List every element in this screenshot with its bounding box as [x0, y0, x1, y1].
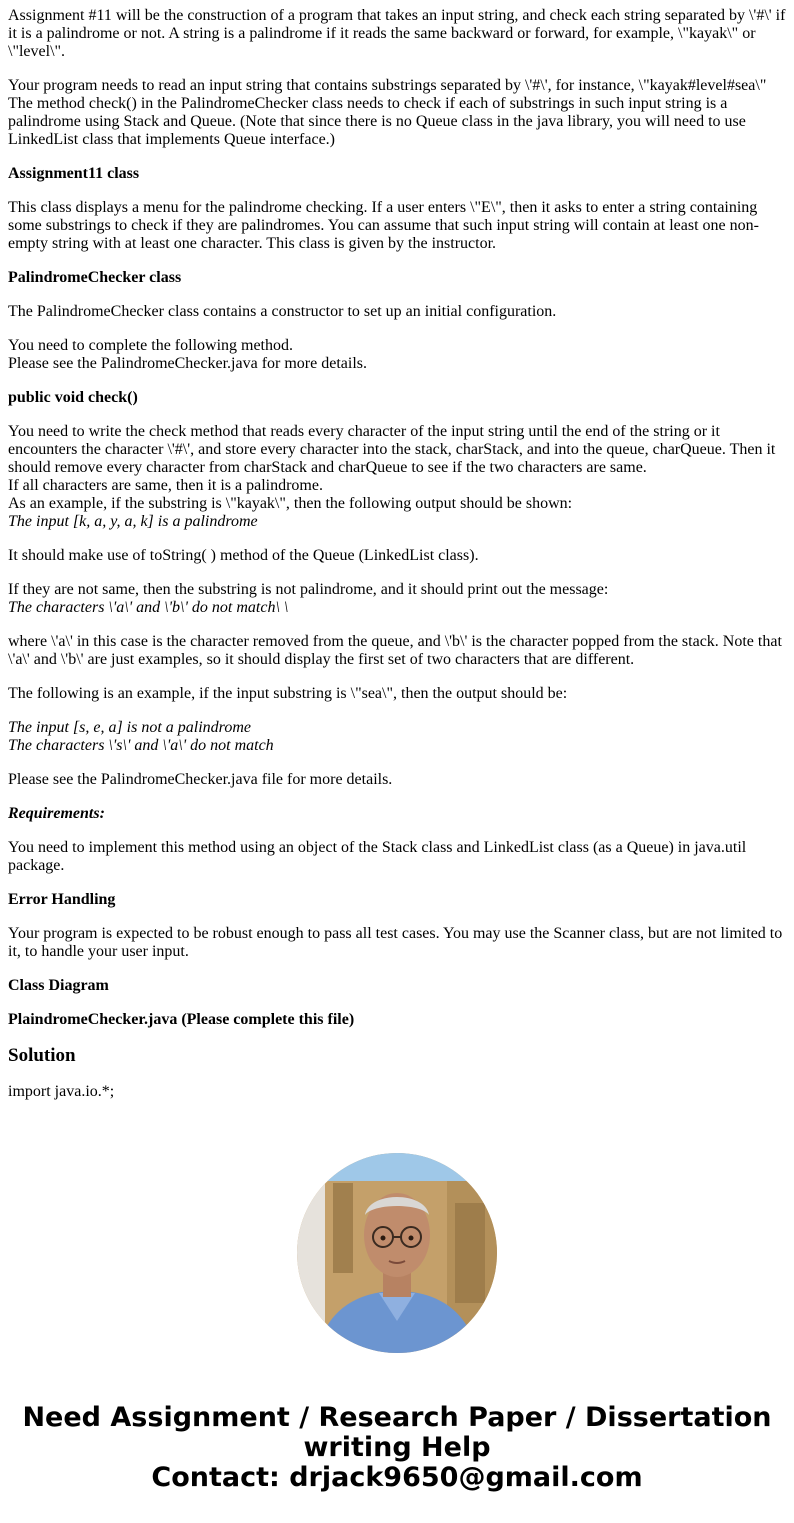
- palindrome-output-example: The input [k, a, y, a, k] is a palindrome: [8, 513, 258, 530]
- see-file-note: Please see the PalindromeChecker.java file for more details.: [8, 771, 393, 788]
- sea-output-line-1: The input [s, e, a] is not a palindrome: [8, 719, 251, 736]
- intro-paragraph-2: Your program needs to read an input string that contains substrings separated by \'#\', for instance, \"kayak#level#sea\" The method check() in the PalindromeChecker class needs to check if each of substrings in such input string is a palindrome using Stack and Queue. (Note that since there is no Queue class in the java library, you will need to use LinkedList class that implements Queue interface.): [8, 77, 767, 148]
- sea-output-line-2: The characters \'s\' and \'a\' do not match: [8, 737, 274, 754]
- complete-method-note: [8, 337, 786, 373]
- class-diagram-heading: Class Diagram: [8, 977, 109, 994]
- not-same-line: If they are not same, then the substring is not palindrome, and it should print out the message:: [8, 581, 609, 598]
- help-banner-contact: Contact: drjack9650@gmail.com: [151, 1462, 643, 1493]
- where-note: where \'a\' in this case is the character removed from the queue, and \'b\' is the character popped from the stack. Note that \'a\' and \'b\' are just examples, so it should display the first set of two characters that are different.: [8, 633, 782, 668]
- intro-paragraph-1: Assignment #11 will be the construction of a program that takes an input string, and check each string separated by \'#\' if it is a palindrome or not. A string is a palindrome if it reads the same backward or forward, for example, \"kayak\" or \"level\".: [8, 7, 786, 60]
- help-banner-line-2: writing Help: [303, 1432, 491, 1463]
- solution-heading: Solution: [8, 1045, 76, 1066]
- assignment11-heading: Assignment11 class: [8, 165, 140, 182]
- help-contact-banner: [0, 1403, 794, 1493]
- sea-example-intro: The following is an example, if the input substring is \"sea\", then the output should be:: [8, 685, 568, 702]
- assignment11-description: This class displays a menu for the palindrome checking. If a user enters \"E\", then it asks to enter a string containing some substrings to check if they are palindromes. You can assume that such input string will contain at least one non-empty string with at least one character. This class is given by the instructor.: [8, 199, 759, 252]
- solution-code: import java.io.*;: [8, 1083, 115, 1100]
- kayak-example-line: As an example, if the substring is \"kayak\", then the following output should be shown:: [8, 495, 573, 512]
- error-handling-body: Your program is expected to be robust enough to pass all test cases. You may use the Scanner class, but are not limited to it, to handle your user input.: [8, 925, 783, 960]
- assignment-document: [8, 7, 786, 1117]
- not-match-message: The characters \'a\' and \'b\' do not match\ \: [8, 599, 289, 616]
- all-same-line: If all characters are same, then it is a palindrome.: [8, 477, 323, 494]
- see-checker-line: Please see the PalindromeChecker.java for more details.: [8, 355, 367, 372]
- tostring-note: It should make use of toString( ) method of the Queue (LinkedList class).: [8, 547, 479, 564]
- check-method-heading: public void check(): [8, 389, 138, 406]
- author-avatar: [297, 1153, 497, 1353]
- file-heading: PlaindromeChecker.java (Please complete this file): [8, 1011, 355, 1028]
- requirements-heading: Requirements:: [8, 805, 105, 822]
- not-same-note: [8, 581, 786, 617]
- check-description-line: You need to write the check method that reads every character of the input string until the end of the string or it encounters the character \'#\', and store every character into the stack, charStack, and into the queue, charQueue. Then it should remove every character from charStack and charQueue to see if the two characters are same.: [8, 423, 776, 476]
- error-handling-heading: Error Handling: [8, 891, 116, 908]
- requirements-body: You need to implement this method using an object of the Stack class and LinkedList class (as a Queue) in java.util package.: [8, 839, 747, 874]
- author-portrait-image: [297, 1153, 497, 1353]
- sea-example-output: [8, 719, 786, 755]
- palindrome-checker-description: The PalindromeChecker class contains a constructor to set up an initial configuration.: [8, 303, 557, 320]
- complete-method-line: You need to complete the following method.: [8, 337, 293, 354]
- help-banner-line-1: Need Assignment / Research Paper / Dissertation: [22, 1402, 772, 1433]
- palindrome-checker-heading: PalindromeChecker class: [8, 269, 182, 286]
- check-method-description: [8, 423, 786, 531]
